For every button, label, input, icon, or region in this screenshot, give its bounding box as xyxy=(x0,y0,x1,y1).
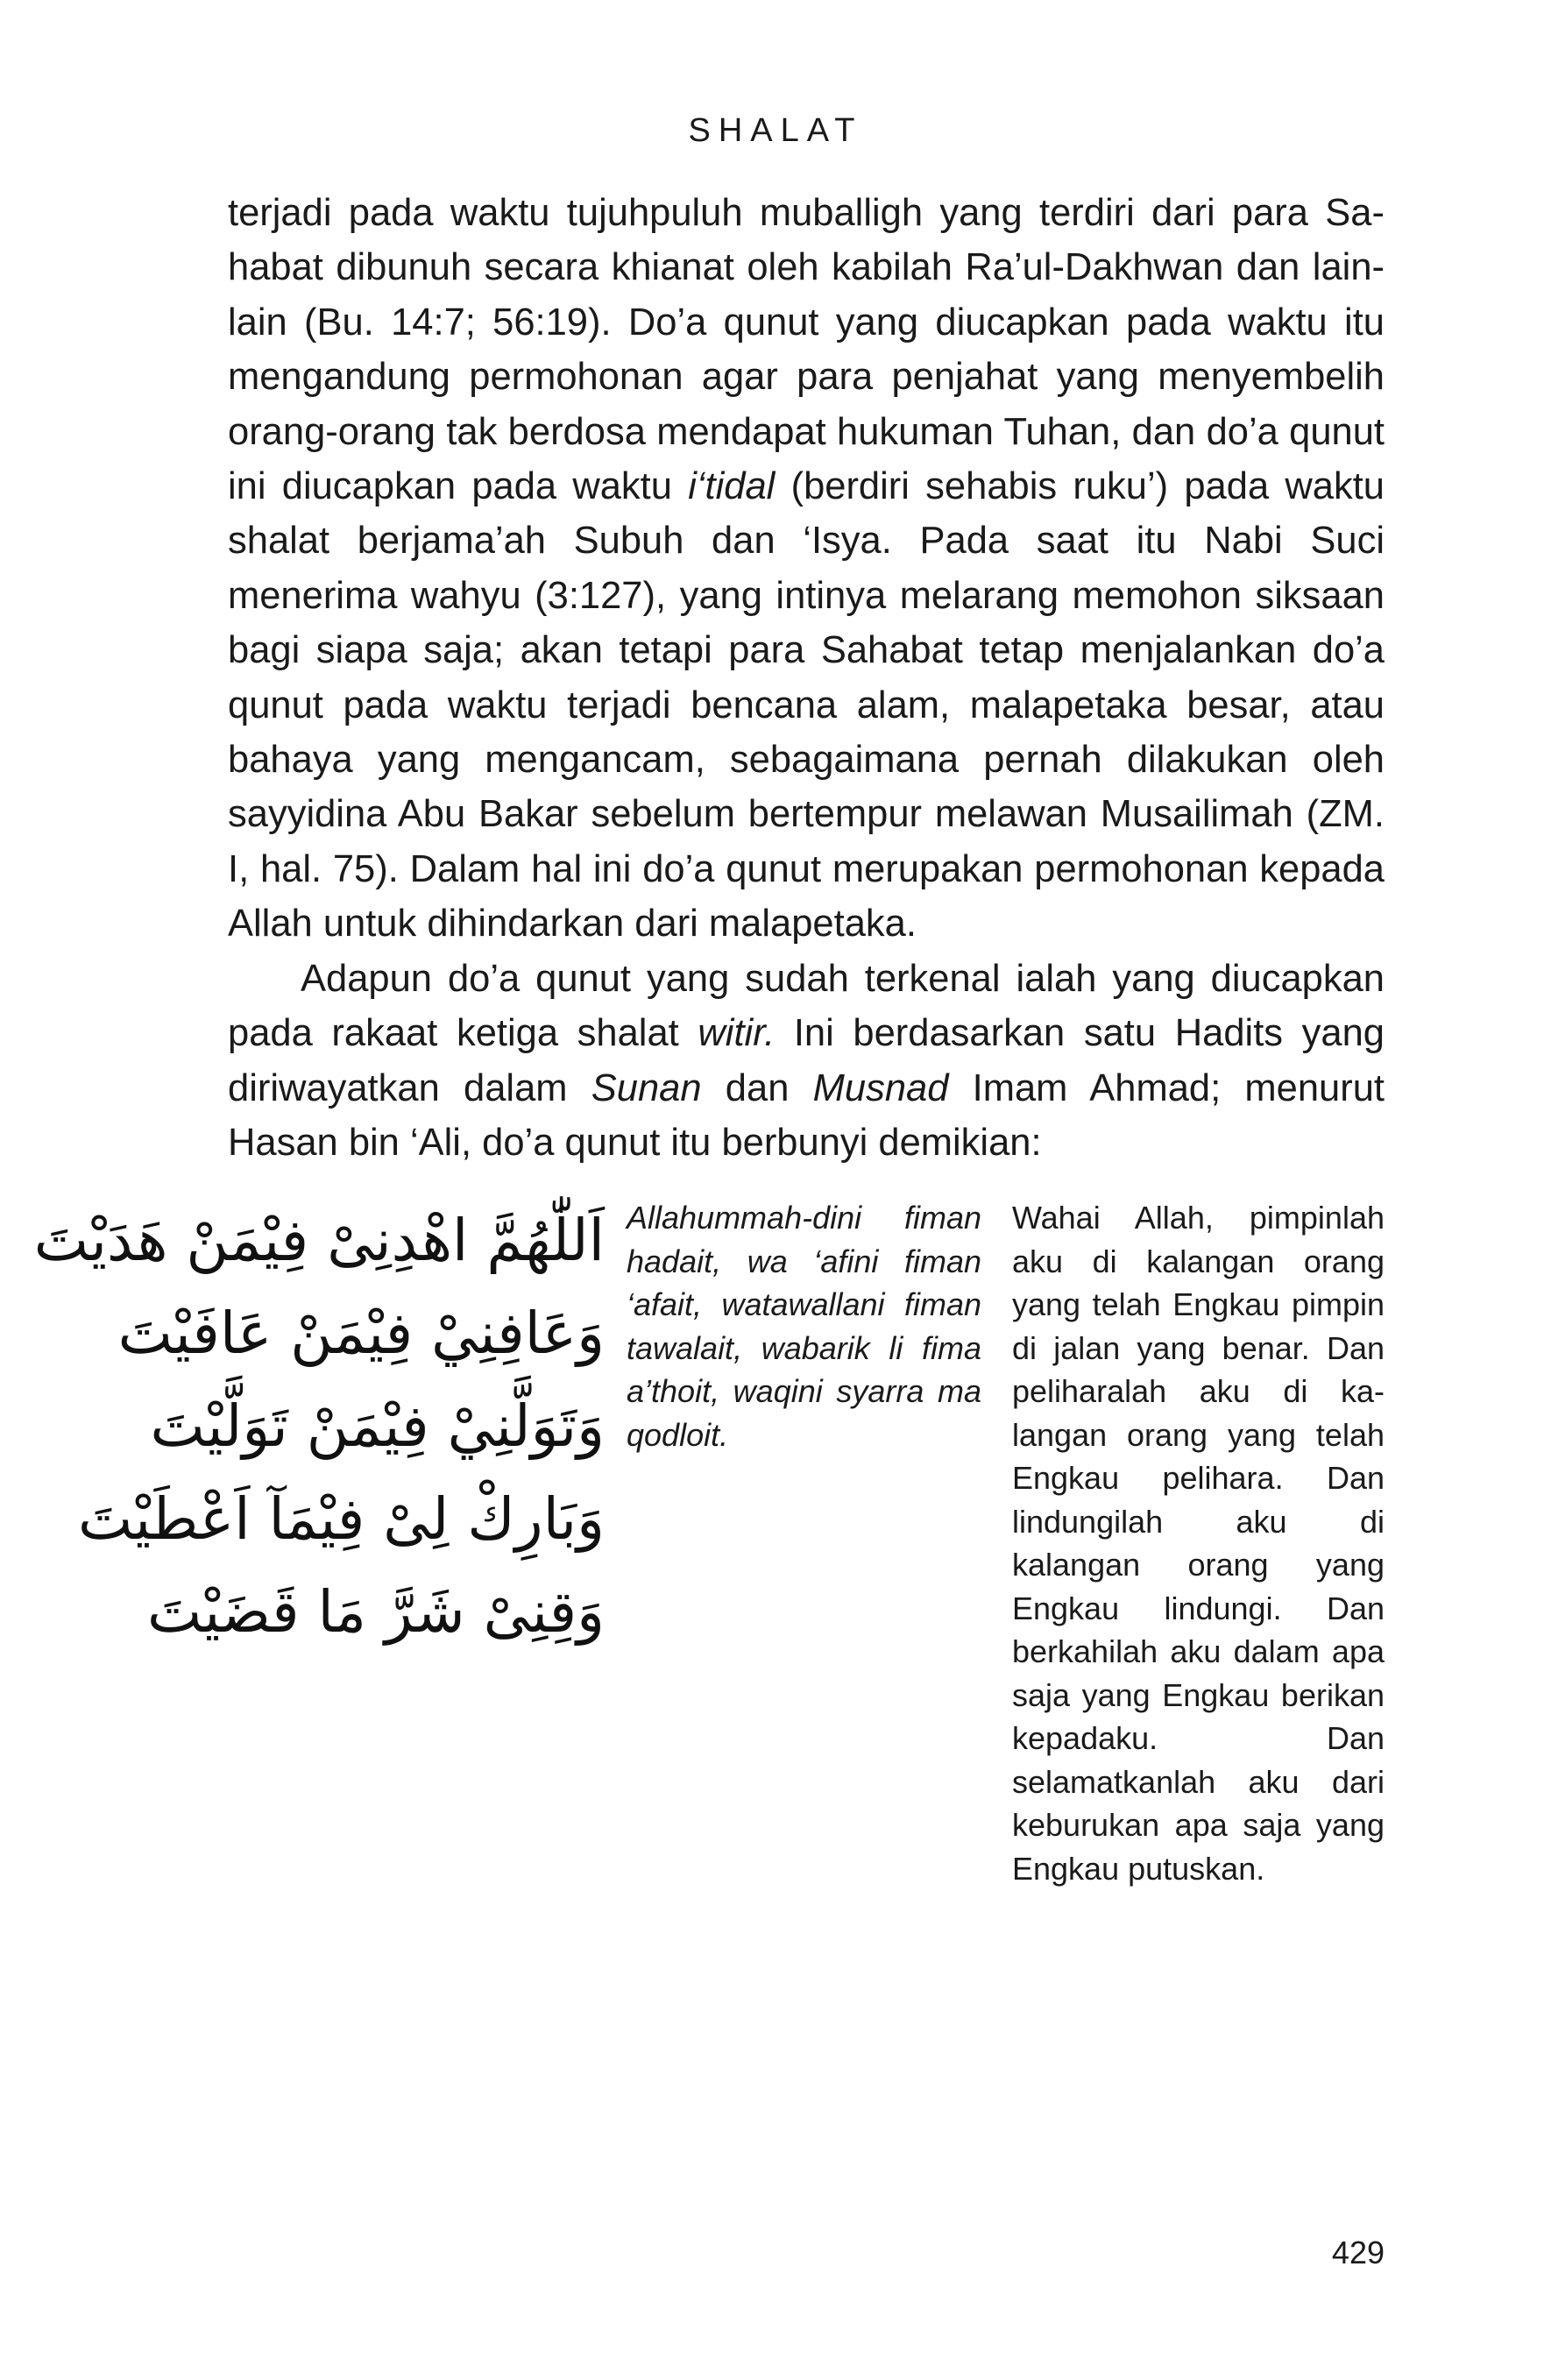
term-musnad: Musnad xyxy=(812,1066,949,1109)
arabic-line-3: وَتَوَلَّنِيْ فِيْمَنْ تَوَلَّيْتَ xyxy=(150,1392,605,1460)
arabic-line-1: اَللّٰهُمَّ اهْدِنِىْ فِيْمَنْ هَدَيْتَ xyxy=(33,1207,605,1274)
paragraph-1-text-b: (berdiri sehabis ruku’) pada waktu shalat berjama’ah Subuh dan ‘Isya. Pada saat itu Nabi Suci menerima wahyu (3:127), yang intinya melarang memohon siksaan bagi siapa saja; akan tetapi para Sahabat tetap menjalankan do’a qunut pada waktu terjadi bencana alam, malapetaka besar, atau bahaya yang mengancam, sebagaimana pernah dilakukan oleh sayyidina Abu Bakar sebelum bertempur melawan Musailimah (ZM. I, hal. 75). Dalam hal ini do’a qunut merupakan permohonan kepada Allah untuk dihindarkan dari malapetaka. xyxy=(228,465,1385,946)
arabic-line-5: وَقِنِىْ شَرَّ مَا قَضَيْتَ xyxy=(147,1578,605,1646)
term-sunan: Sunan xyxy=(591,1066,702,1109)
translation-column: Wahai Allah, pimpinlah aku di kalangan orang yang telah Engkau pimpin di jalan yang benar. Dan peliharalah aku di kalangan orang yang telah Engkau pelihara. Dan lindungilah aku di kalangan orang yang Engkau lindungi. Dan berkahilah aku dalam apa saja yang Engkau berikan kepadaku. Dan selamatkanlah aku dari keburukan apa saja yang Engkau putuskan. xyxy=(1012,1200,1385,1887)
paragraph-2 xyxy=(228,952,1385,1171)
paragraph-2-text-a: Adapun do’a qunut yang sudah terkenal ialah yang diucapkan pada rakaat ketiga shalat xyxy=(228,957,1385,1055)
paragraph-2-text-b: Ini berdasarkan satu Hadits yang diriwayatkan dalam xyxy=(228,1012,1385,1109)
paragraph-1-text-a: terjadi pada waktu tujuhpuluh muballigh yang terdiri dari para Sahabat dibunuh secara khianat oleh kabilah Ra’ul-Dakhwan dan lain-lain (Bu. 14:7; 56:19). Do’a qunut yang diucapkan pada waktu itu mengandung permohonan agar para penjahat yang menyembelih orang-orang tak berdosa mendapat hukuman Tuhan, dan do’a qunut ini diucapkan pada waktu xyxy=(228,192,1385,508)
page-number: 429 xyxy=(1331,2235,1385,2270)
paragraph-2-text-d: Imam Ahmad; menurut Hasan bin ‘Ali, do’a qunut itu berbunyi demikian: xyxy=(228,1066,1385,1164)
arabic-prayer-column xyxy=(33,1194,605,1659)
body-text xyxy=(228,186,1385,1170)
term-itidal: i‘tidal xyxy=(688,465,776,508)
arabic-line-4: وَبَارِكْ لِىْ فِيْمَآ اَعْطَيْتَ xyxy=(78,1485,605,1553)
qunut-prayer-columns xyxy=(33,1194,1385,2001)
paragraph-2-text-c: dan xyxy=(701,1066,813,1109)
arabic-line-2: وَعَافِنِيْ فِيْمَنْ عَافَيْتَ xyxy=(117,1300,605,1367)
paragraph-1 xyxy=(228,186,1385,952)
transliteration-column: Allahummah-dini fiman hadait, wa ‘afini fiman ‘afait, watawallani fiman tawalait, wabarik li fima a’thoit, waqini syarra ma qodloit. xyxy=(627,1200,981,1453)
running-head: SHALAT xyxy=(688,112,863,149)
term-witir: witir. xyxy=(698,1012,776,1055)
